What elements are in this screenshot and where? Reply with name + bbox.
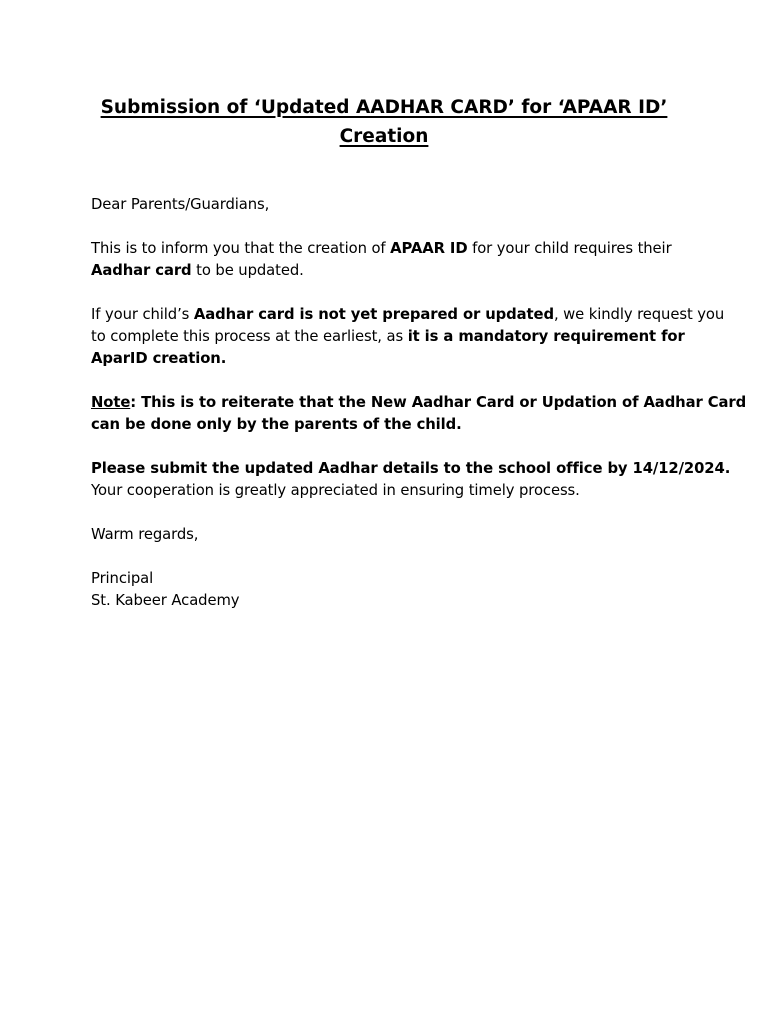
document-title [90,93,678,151]
paragraph-request [91,304,725,370]
paragraph-line: can be done only by the parents of the child. [91,416,462,433]
signature-role: Principal [91,570,154,587]
paragraph-line: Note: This is to reiterate that the New Aadhar Card or Updation of Aadhar Card [91,394,747,411]
paragraph-line: Your cooperation is greatly appreciated in ensuring timely process. [91,482,580,499]
paragraph-line: If your child’s Aadhar card is not yet prepared or updated, we kindly request you [91,306,725,323]
closing: Warm regards, [91,526,199,543]
note-label: Note [91,394,131,411]
paragraph-line: Aadhar card to be updated. [91,262,304,279]
signature-organization: St. Kabeer Academy [91,592,240,609]
paragraph-line: This is to inform you that the creation of APAAR ID for your child requires their [91,240,672,257]
paragraph-deadline [91,458,731,502]
paragraph-line: AparID creation. [91,350,227,367]
deadline-line: Please submit the updated Aadhar details to the school office by 14/12/2024. [91,460,731,477]
signature-block [91,568,691,612]
paragraph-line: to complete this process at the earliest, as it is a mandatory requirement for [91,328,685,345]
title-line-1: Submission of ‘Updated AADHAR CARD’ for ‘APAAR ID’ [100,97,668,118]
title-line-2: Creation [339,126,429,147]
salutation: Dear Parents/Guardians, [91,196,270,213]
paragraph-note [91,392,747,436]
paragraph-apaar-info [91,238,691,282]
